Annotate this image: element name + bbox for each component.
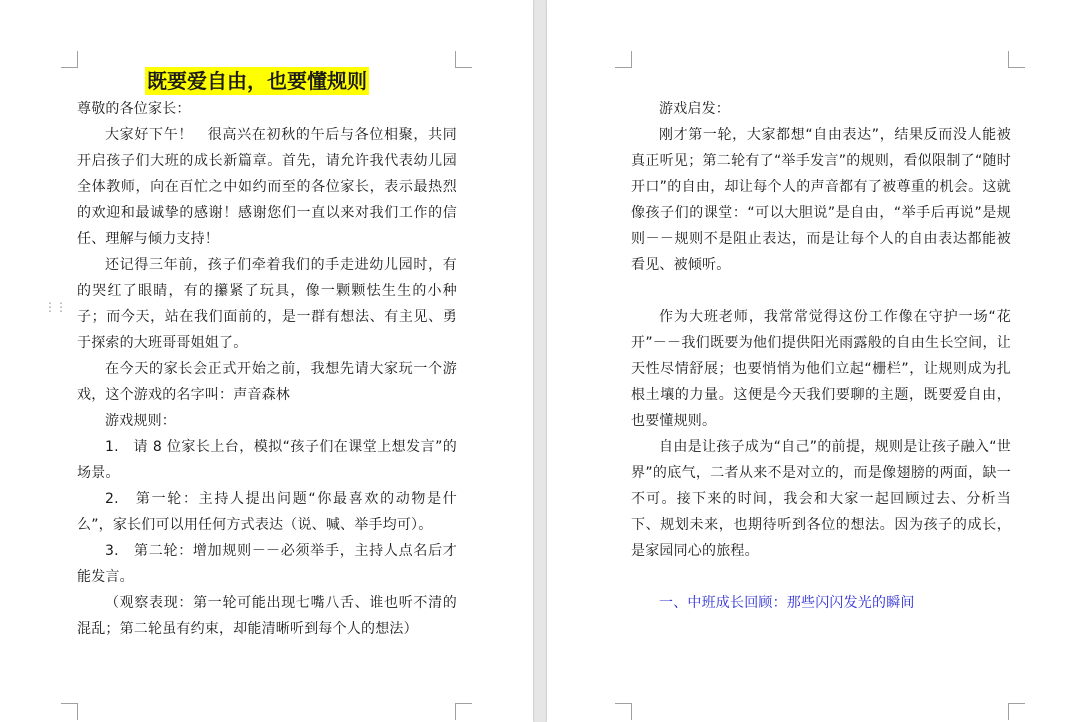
crop-mark-top-right xyxy=(455,51,472,68)
paragraph[interactable]: 尊敬的各位家长： xyxy=(77,101,191,117)
drag-handle-icon[interactable]: ⋮⋮ xyxy=(44,300,66,314)
document-title[interactable]: 既要爱自由，也要懂规则 xyxy=(147,69,367,93)
document-page-right xyxy=(547,0,1080,722)
paragraph[interactable]: 刚才第一轮，大家都想“自由表达”，结果反而没人能被真正听见；第二轮有了“举手发言”的规则，看似限制了“随时开口”的自由，却让每个人的声音都有了被尊重的机会。这就像孩子们的课堂：“可以大胆说”是自由，“举手后再说”是规则－－规则不是阻止表达，而是让每个人的自由表达都能被看见、被倾听。 xyxy=(631,127,1011,273)
empty-line xyxy=(631,278,1011,304)
paragraph[interactable]: 游戏启发： xyxy=(659,101,730,117)
crop-mark-top-left xyxy=(61,51,78,68)
paragraph[interactable]: 自由是让孩子成为“自己”的前提，规则是让孩子融入“世界”的底气，二者从来不是对立的，而是像翅膀的两面，缺一不可。接下来的时间，我会和大家一起回顾过去、分析当下、规划未来，也期待听到各位的想法。因为孩子的成长，是家园同心的旅程。 xyxy=(631,439,1011,559)
crop-mark-top-left xyxy=(615,51,632,68)
crop-mark-bottom-left xyxy=(61,703,78,720)
left-page-body[interactable] xyxy=(77,96,457,642)
paragraph[interactable]: 作为大班老师，我常常觉得这份工作像在守护一场“花开”－－我们既要为他们提供阳光雨露般的自由生长空间，让天性尽情舒展；也要悄悄为他们立起“栅栏”，让规则成为扎根土壤的力量。这便是今天我们要聊的主题，既要爱自由，也要懂规则。 xyxy=(631,309,1011,429)
crop-mark-bottom-right xyxy=(1008,703,1025,720)
list-item[interactable]: 1. 请 8 位家长上台，模拟“孩子们在课堂上想发言”的场景。 xyxy=(77,439,457,481)
right-page-body[interactable] xyxy=(631,96,1011,616)
crop-mark-bottom-right xyxy=(455,703,472,720)
paragraph[interactable]: 大家好下午！ 很高兴在初秋的午后与各位相聚，共同开启孩子们大班的成长新篇章。首先，请允许我代表幼儿园全体教师，向在百忙之中如约而至的各位家长，表示最热烈的欢迎和最诚挚的感谢！感谢您们一直以来对我们工作的信任、理解与倾力支持！ xyxy=(77,127,457,247)
crop-mark-top-right xyxy=(1008,51,1025,68)
document-page-left xyxy=(0,0,533,722)
paragraph[interactable]: 在今天的家长会正式开始之前，我想先请大家玩一个游戏，这个游戏的名字叫：声音森林 xyxy=(77,361,457,403)
list-item[interactable]: 3. 第二轮：增加规则－－必须举手，主持人点名后才能发言。 xyxy=(77,543,457,585)
list-item[interactable]: 2. 第一轮：主持人提出问题“你最喜欢的动物是什么”，家长们可以用任何方式表达（说、喊、举手均可）。 xyxy=(77,491,457,533)
section-heading[interactable]: 一、中班成长回顾：那些闪闪发光的瞬间 xyxy=(659,595,915,611)
paragraph[interactable]: （观察表现：第一轮可能出现七嘴八舌、谁也听不清的混乱；第二轮虽有约束，却能清晰听到每个人的想法） xyxy=(77,595,457,637)
paragraph[interactable]: 还记得三年前，孩子们牵着我们的手走进幼儿园时，有的哭红了眼睛，有的攥紧了玩具，像一颗颗怯生生的小种子；而今天，站在我们面前的，是一群有想法、有主见、勇于探索的大班哥哥姐姐了。 xyxy=(77,257,457,351)
crop-mark-bottom-left xyxy=(615,703,632,720)
paragraph[interactable]: 游戏规则： xyxy=(105,413,176,429)
